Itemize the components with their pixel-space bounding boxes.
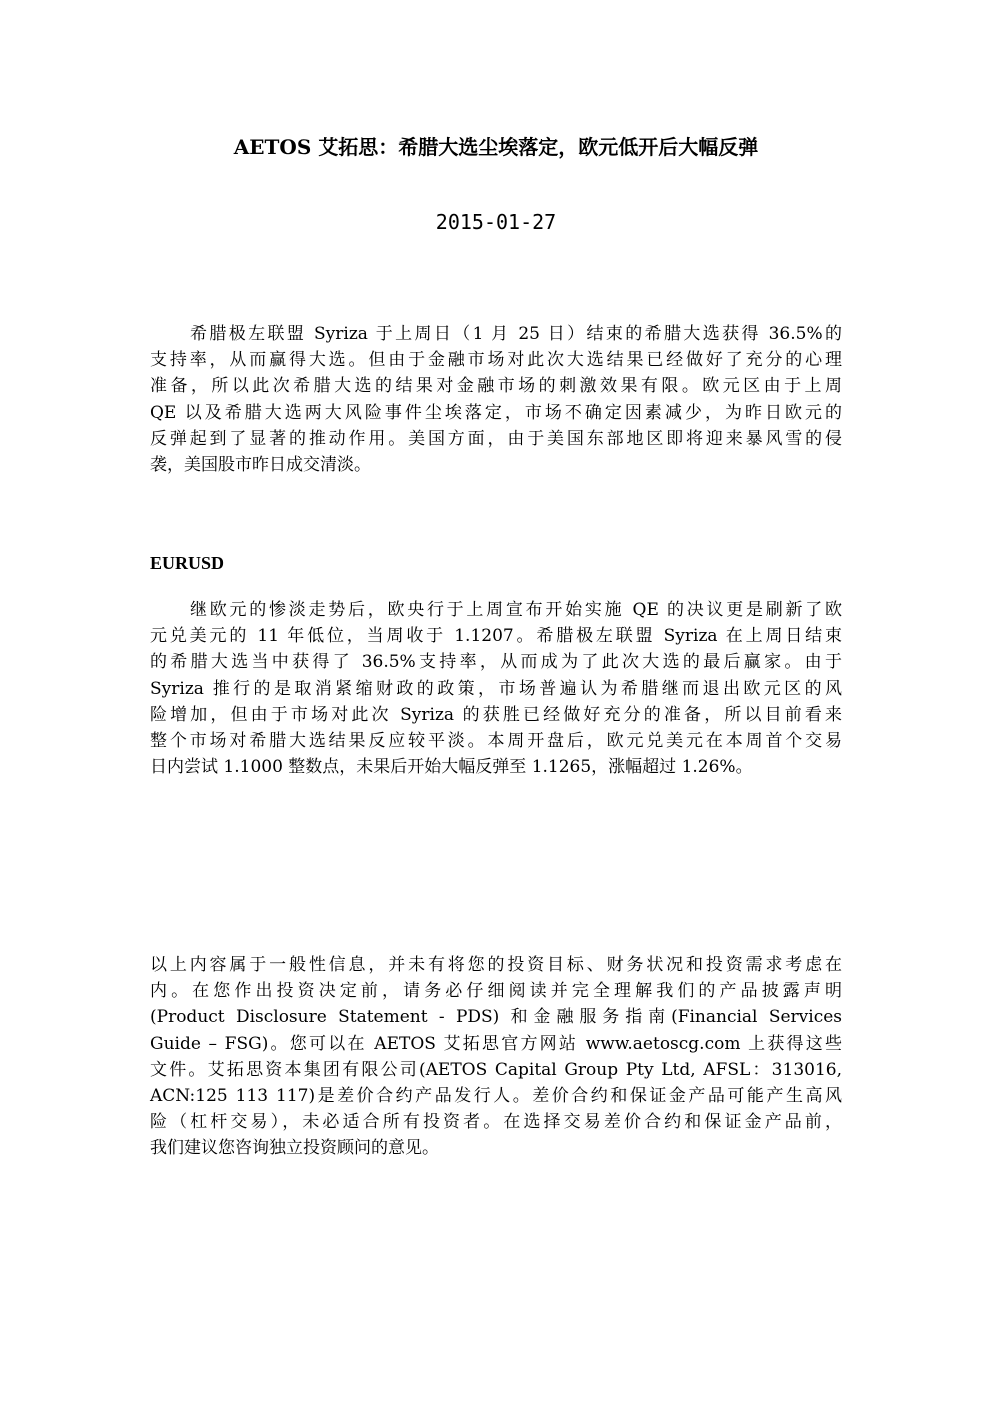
disclaimer-line: ACN:125 113 117)是差价合约产品发行人。差价合约和保证金产品可能产生高风 — [150, 1086, 842, 1107]
eurusd-line: Syriza 推行的是取消紧缩财政的政策，市场普遍认为希腊继而退出欧元区的风 — [150, 678, 842, 699]
disclaimer-line: 以上内容属于一般性信息，并未有将您的投资目标、财务状况和投资需求考虑在 — [150, 955, 842, 975]
disclaimer-line: 内。在您作出投资决定前，请务必仔细阅读并完全理解我们的产品披露声明 — [150, 981, 842, 1002]
eurusd-line: 日内尝试 1.1000 整数点，未果后开始大幅反弹至 1.1265，涨幅超过 1.26%。 — [150, 757, 753, 778]
document-title: AETOS 艾拓思：希腊大选尘埃落定，欧元低开后大幅反弹 — [233, 135, 759, 159]
intro-line: QE 以及希腊大选两大风险事件尘埃落定，市场不确定因素减少，为昨日欧元的 — [150, 402, 842, 423]
eurusd-heading: EURUSD — [150, 553, 225, 573]
intro-paragraph — [150, 321, 842, 478]
intro-line: 准备，所以此次希腊大选的结果对金融市场的刺激效果有限。欧元区由于上周 — [150, 376, 842, 397]
eurusd-line: 整个市场对希腊大选结果反应较平淡。本周开盘后，欧元兑美元在本周首个交易 — [150, 731, 842, 752]
intro-line: 支持率，从而赢得大选。但由于金融市场对此次大选结果已经做好了充分的心理 — [150, 350, 842, 371]
eurusd-line: 元兑美元的 11 年低位，当周收于 1.1207。希腊极左联盟 Syriza 在上周日结束 — [150, 626, 842, 647]
disclaimer-line: (Product Disclosure Statement - PDS) 和金融服务指南(Financial Services — [150, 1007, 842, 1028]
intro-line: 袭，美国股市昨日成交清淡。 — [150, 455, 371, 476]
intro-line: 希腊极左联盟 Syriza 于上周日（1 月 25 日）结束的希腊大选获得 36.5%的 — [190, 324, 842, 344]
disclaimer-paragraph — [150, 952, 842, 1162]
disclaimer-line: Guide – FSG)。您可以在 AETOS 艾拓思官方网站 www.aetoscg.com 上获得这些 — [150, 1033, 842, 1054]
eurusd-line: 险增加，但由于市场对此次 Syriza 的获胜已经做好充分的准备，所以目前看来 — [150, 704, 842, 725]
document-date: 2015-01-27 — [435, 210, 557, 234]
eurusd-paragraph — [150, 597, 842, 780]
intro-line: 反弹起到了显著的推动作用。美国方面，由于美国东部地区即将迎来暴风雪的侵 — [150, 428, 842, 449]
disclaimer-line: 险（杠杆交易），未必适合所有投资者。在选择交易差价合约和保证金产品前， — [150, 1112, 842, 1133]
eurusd-line: 继欧元的惨淡走势后，欧央行于上周宣布开始实施 QE 的决议更是刷新了欧 — [190, 600, 842, 620]
eurusd-line: 的希腊大选当中获得了 36.5%支持率，从而成为了此次大选的最后赢家。由于 — [150, 652, 842, 673]
disclaimer-line: 我们建议您咨询独立投资顾问的意见。 — [150, 1138, 439, 1159]
disclaimer-line: 文件。艾拓思资本集团有限公司(AETOS Capital Group Pty Ltd, AFSL：313016, — [150, 1059, 842, 1080]
